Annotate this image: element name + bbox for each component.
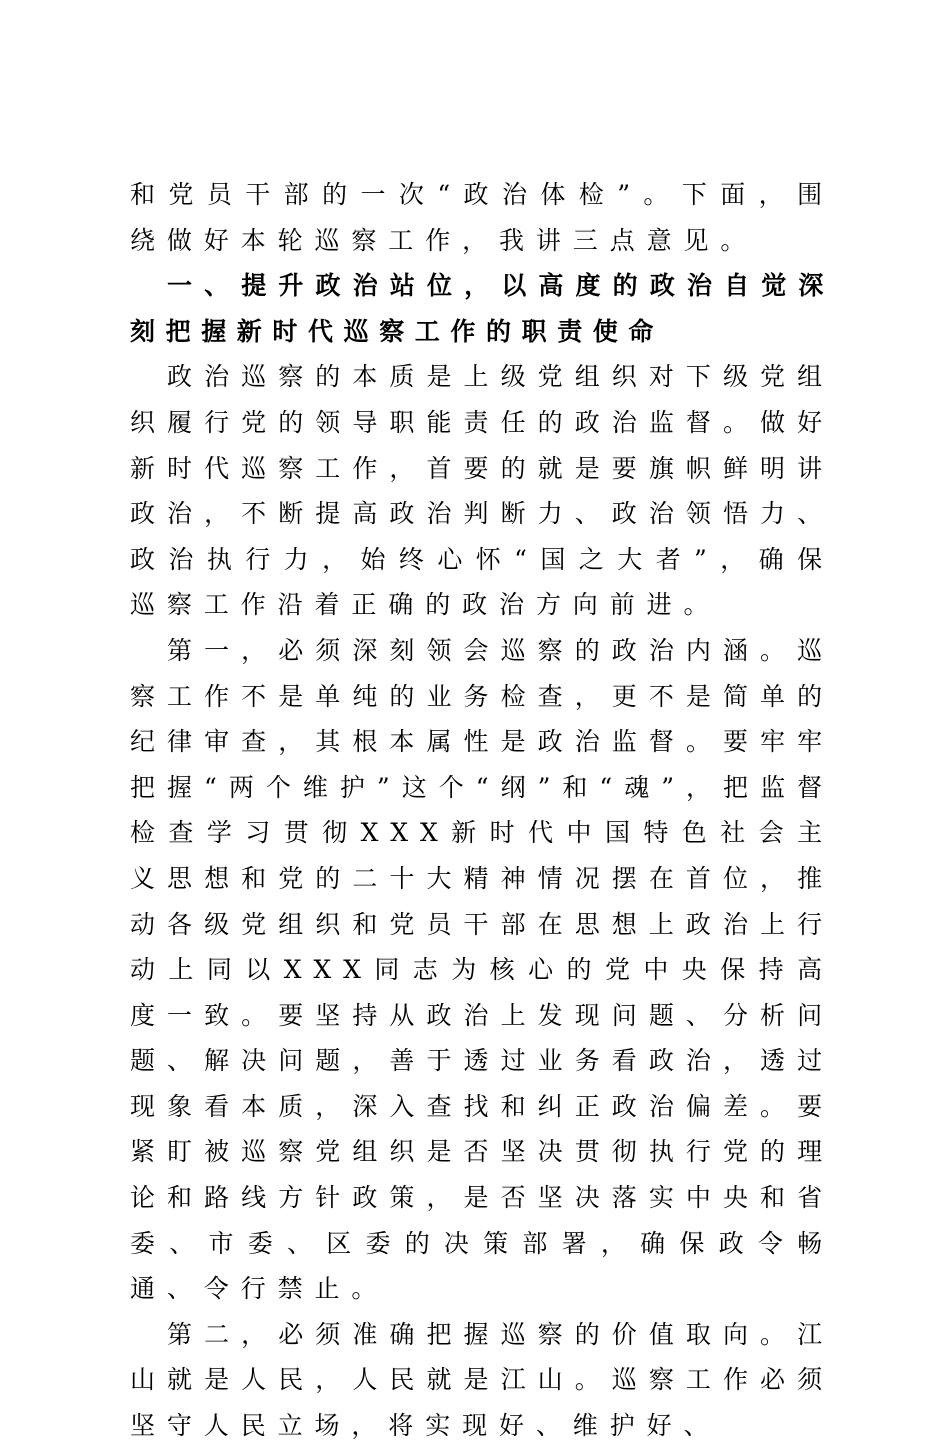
- paragraph-point-two: 第二，必须准确把握巡察的价值取向。江山就是人民，人民就是江山。巡察工作必须坚守人民立场，将实现好、维护好、: [130, 1319, 834, 1441]
- section-heading-1: 一、提升政治站位，以高度的政治自觉深刻把握新时代巡察工作的职责使命: [130, 271, 834, 346]
- paragraph-political-inspection-essence: 政治巡察的本质是上级党组织对下级党组织履行党的领导职能责任的政治监督。做好新时代巡察工作，首要的就是要旗帜鲜明讲政治，不断提高政治判断力、政治领悟力、政治执行力，始终心怀“国之大者”，确保巡察工作沿着正确的政治方向前进。: [130, 362, 834, 620]
- paragraph-intro-continuation: 和党员干部的一次“政治体检”。下面，围绕做好本轮巡察工作，我讲三点意见。: [130, 180, 834, 255]
- paragraph-point-one: 第一，必须深刻领会巡察的政治内涵。巡察工作不是单纯的业务检查，更不是简单的纪律审查，其根本属性是政治监督。要牢牢把握“两个维护”这个“纲”和“魂”，把监督检查学习贯彻XXX新时代中国特色社会主义思想和党的二十大精神情况摆在首位，推动各级党组织和党员干部在思想上政治上行动上同以XXX同志为核心的党中央保持高度一致。要坚持从政治上发现问题、分析问题、解决问题，善于透过业务看政治，透过现象看本质，深入查找和纠正政治偏差。要紧盯被巡察党组织是否坚决贯彻执行党的理论和路线方针政策，是否坚决落实中央和省委、市委、区委的决策部署，确保政令畅通、令行禁止。: [130, 635, 834, 1304]
- document-page: [130, 172, 834, 1449]
